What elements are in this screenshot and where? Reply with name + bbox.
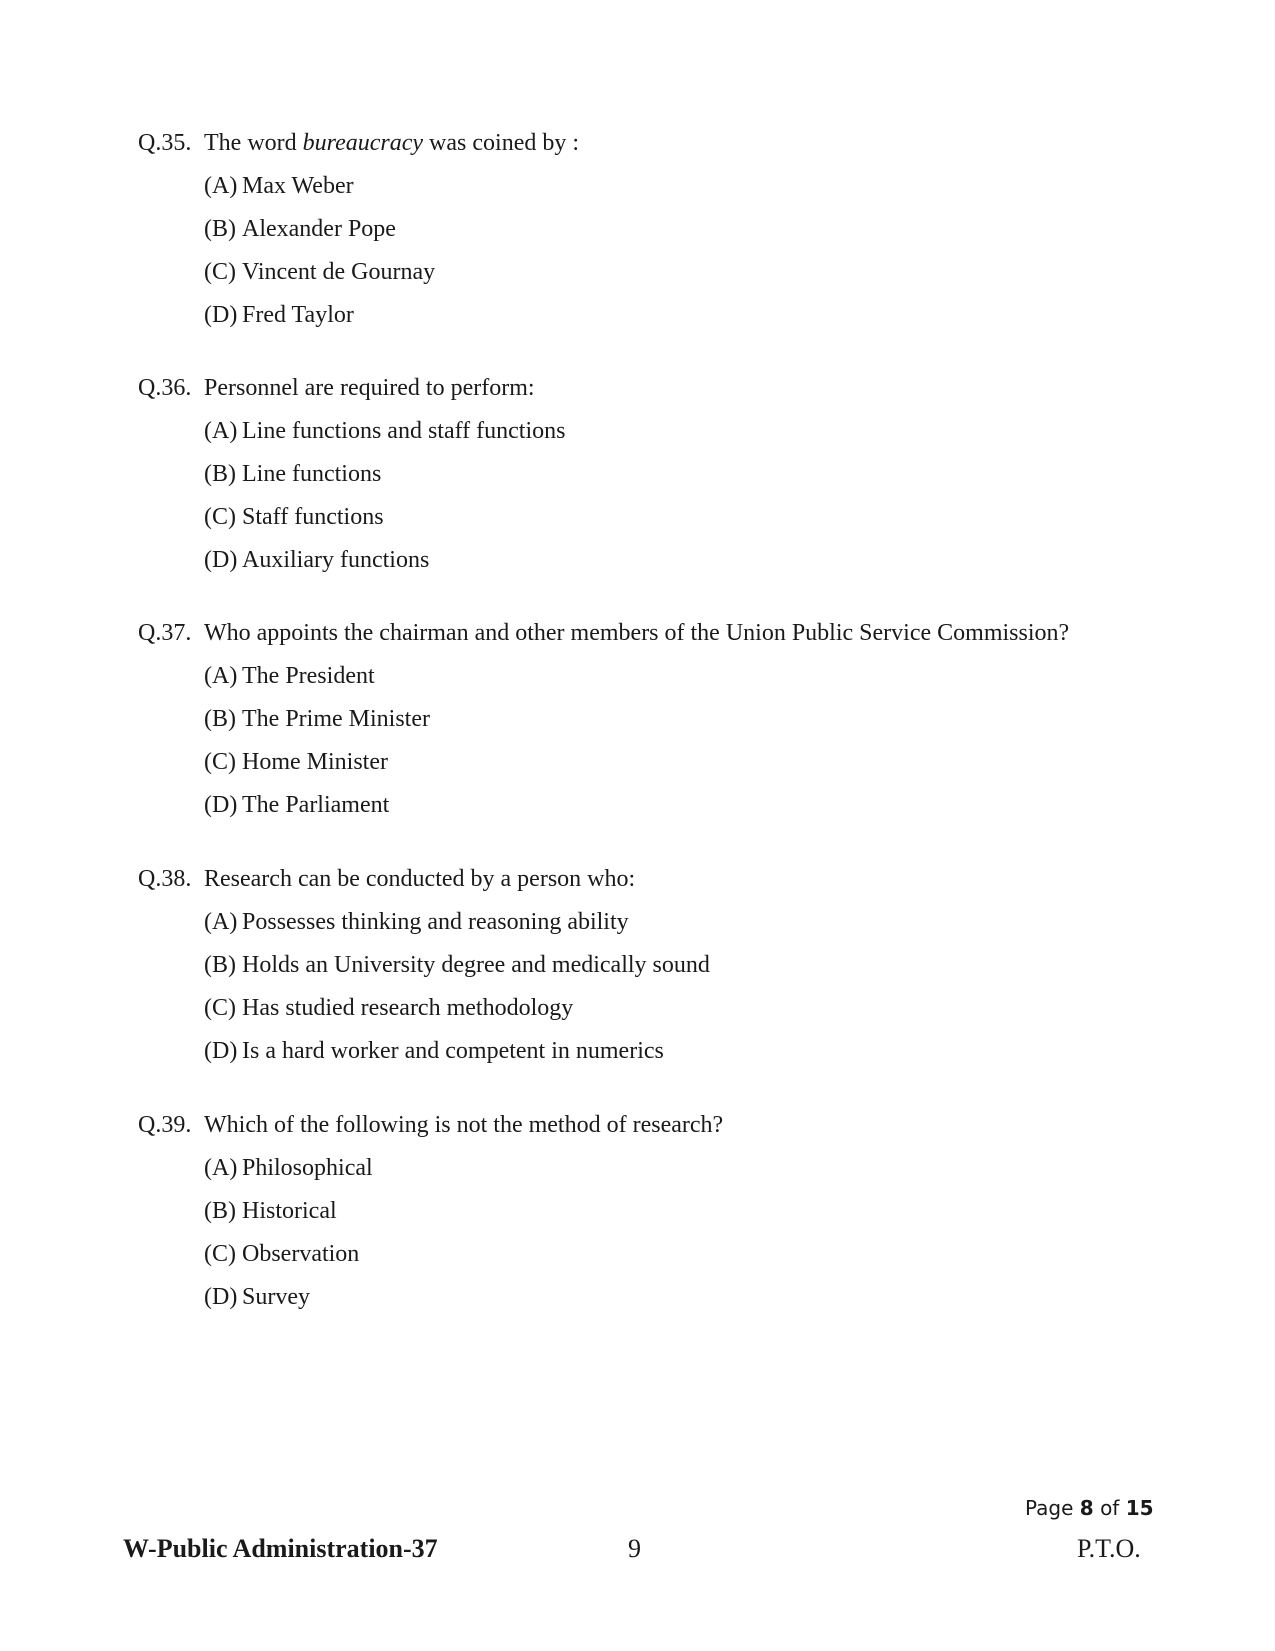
option-c[interactable]: (C) Has studied research methodology [204, 995, 574, 1021]
option-b[interactable]: (B) Historical [204, 1198, 337, 1224]
question-text: Who appoints the chairman and other members of the Union Public Service Commission? [204, 620, 1070, 646]
options-list [204, 171, 1198, 330]
footer-pto: P.T.O. [1077, 1534, 1141, 1563]
option-c[interactable]: (C) Vincent de Gournay [204, 259, 436, 285]
question-38 [138, 864, 1198, 1066]
option-a[interactable]: (A) The President [204, 663, 375, 689]
option-d[interactable]: (D) The Parliament [204, 792, 390, 818]
question-text: Research can be conducted by a person who: [204, 866, 636, 892]
option-b[interactable]: (B) Alexander Pope [204, 216, 396, 242]
question-stem [138, 128, 1198, 158]
page-indicator: Page 8 of 15 [1025, 1496, 1154, 1520]
total-page-count: 15 [1125, 1496, 1154, 1520]
question-stem [138, 373, 1198, 403]
question-35 [138, 128, 1198, 330]
option-c[interactable]: (C) Observation [204, 1241, 360, 1267]
question-stem [138, 864, 1198, 894]
option-d[interactable]: (D) Auxiliary functions [204, 547, 430, 573]
option-a[interactable]: (A) Philosophical [204, 1155, 373, 1181]
options-list [204, 416, 1198, 575]
emphasized-term: bureaucracy [302, 130, 424, 156]
question-number: Q.36. [138, 375, 192, 401]
options-list [204, 907, 1198, 1066]
question-number: Q.38. [138, 866, 192, 892]
options-list [204, 661, 1198, 820]
question-stem [138, 1110, 1198, 1140]
footer-paper-code: W-Public Administration-37 [123, 1534, 438, 1563]
option-c[interactable]: (C) Home Minister [204, 749, 388, 775]
question-text: Personnel are required to perform: [204, 375, 535, 401]
option-b[interactable]: (B) Holds an University degree and medically sound [204, 952, 710, 978]
option-c[interactable]: (C) Staff functions [204, 504, 384, 530]
option-d[interactable]: (D) Fred Taylor [204, 302, 354, 328]
options-list [204, 1153, 1198, 1312]
question-39 [138, 1110, 1198, 1312]
question-text: The word bureaucracy was coined by : [204, 130, 580, 156]
question-37 [138, 618, 1198, 820]
question-stem [138, 618, 1198, 648]
option-a[interactable]: (A) Line functions and staff functions [204, 418, 566, 444]
option-b[interactable]: (B) Line functions [204, 461, 382, 487]
option-a[interactable]: (A) Possesses thinking and reasoning ability [204, 909, 629, 935]
question-text: Which of the following is not the method of research? [204, 1112, 724, 1138]
footer-page-number: 9 [628, 1534, 641, 1563]
option-d[interactable]: (D) Survey [204, 1284, 310, 1310]
current-page-number: 8 [1079, 1496, 1094, 1520]
question-36 [138, 373, 1198, 575]
question-number: Q.37. [138, 620, 192, 646]
question-number: Q.35. [138, 130, 192, 156]
question-number: Q.39. [138, 1112, 192, 1138]
option-d[interactable]: (D) Is a hard worker and competent in numerics [204, 1038, 664, 1064]
option-a[interactable]: (A) Max Weber [204, 173, 354, 199]
option-b[interactable]: (B) The Prime Minister [204, 706, 430, 732]
